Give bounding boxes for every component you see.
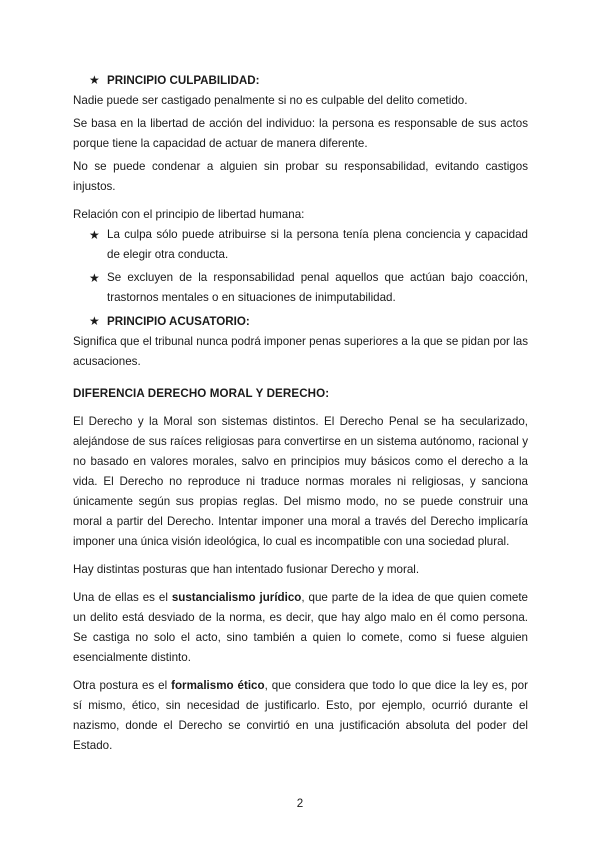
heading-principio-acusatorio: [89, 311, 528, 332]
text-run: Una de ellas es el: [73, 591, 172, 604]
page-content: [73, 70, 528, 756]
text-run: , que considera que todo lo que dice la ley es, por sí mismo, ético, sin necesidad de justificarlo. Esto, por ejemplo, ocurrió durante el nazismo, donde el Derecho se convirtió en una justificación absoluta del poder del Estado.: [73, 679, 528, 752]
term-sustancialismo-juridico: sustancialismo jurídico: [171, 591, 302, 604]
star-bullet-icon: ★: [89, 271, 100, 285]
bullet-item: [89, 268, 528, 308]
star-bullet-icon: ★: [89, 314, 100, 328]
star-bullet-icon: ★: [89, 228, 100, 242]
paragraph-sustancialismo: [73, 588, 528, 668]
term-formalismo-etico: formalismo ético: [171, 679, 265, 692]
paragraph: Relación con el principio de libertad humana:: [73, 208, 305, 221]
page-number: 2: [296, 797, 304, 810]
bullet-text: La culpa sólo puede atribuirse si la persona tenía plena conciencia y capacidad de elegir otra conducta.: [107, 228, 528, 261]
bullet-text: Se excluyen de la responsabilidad penal aquellos que actúan bajo coacción, trastornos mentales o en situaciones de inimputabilidad.: [107, 271, 528, 304]
section-title-diferencia: DIFERENCIA DERECHO MORAL Y DERECHO:: [73, 387, 330, 400]
heading-text: PRINCIPIO CULPABILIDAD:: [107, 74, 260, 87]
paragraph: Significa que el tribunal nunca podrá imponer penas superiores a la que se pidan por las acusaciones.: [73, 335, 528, 368]
bullet-item: [89, 225, 528, 265]
text-run: , que parte de la idea de que quien comete un delito está desviado de la norma, es decir, que hay algo malo en él como persona. Se castiga no solo el acto, sino también a quien lo comete, como si fuese alguien esencialmente distinto.: [73, 591, 528, 664]
paragraph: Nadie puede ser castigado penalmente si no es culpable del delito cometido.: [73, 94, 468, 107]
paragraph: No se puede condenar a alguien sin probar su responsabilidad, evitando castigos injustos.: [73, 160, 528, 193]
paragraph: Se basa en la libertad de acción del individuo: la persona es responsable de sus actos porque tiene la capacidad de actuar de manera diferente.: [73, 117, 528, 150]
text-run: Otra postura es el: [73, 679, 172, 692]
heading-principio-culpabilidad: [89, 70, 528, 91]
star-bullet-icon: ★: [89, 73, 100, 87]
paragraph-formalismo: [73, 676, 528, 756]
paragraph: Hay distintas posturas que han intentado fusionar Derecho y moral.: [73, 563, 420, 576]
paragraph: El Derecho y la Moral son sistemas distintos. El Derecho Penal se ha secularizado, alejándose de sus raíces religiosas para convertirse en un sistema autónomo, racional y no basado en valores morales, salvo en principios muy básicos como el derecho a la vida. El Derecho no reproduce ni traduce normas morales ni religiosas, y sanciona únicamente según sus propias reglas. Del mismo modo, no se puede construir una moral a partir del Derecho. Intentar imponer una moral a través del Derecho implicaría imponer una única visión ideológica, lo cual es incompatible con una sociedad plural.: [73, 415, 528, 548]
heading-text: PRINCIPIO ACUSATORIO:: [107, 315, 250, 328]
